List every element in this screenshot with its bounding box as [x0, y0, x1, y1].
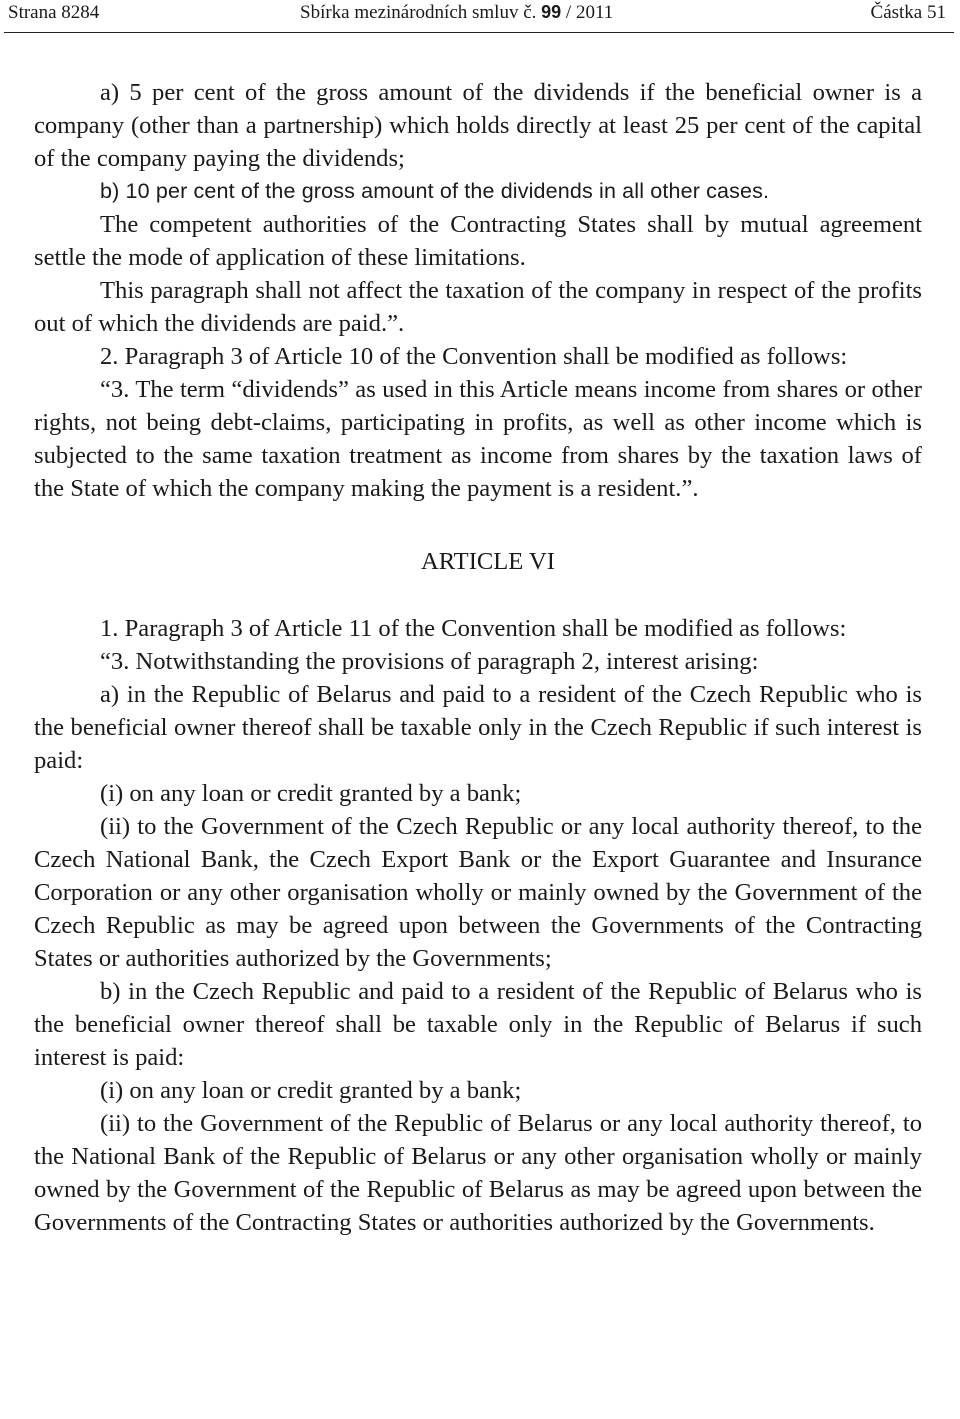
paragraph-interest-a-i: (i) on any loan or credit granted by a bank;	[100, 780, 522, 807]
article-heading: ARTICLE VI	[420, 548, 555, 575]
collection-number: 99	[541, 2, 562, 22]
paragraph-article11-modified: 1. Paragraph 3 of Article 11 of the Convention shall be modified as follows:	[100, 615, 847, 642]
paragraph-taxation-profits: This paragraph shall not affect the taxation of the company in respect of the profits out of which the dividends are paid.”.	[34, 277, 922, 337]
header-divider	[4, 32, 954, 33]
collection-title	[300, 2, 613, 24]
paragraph-interest-b-ii: (ii) to the Government of the Republic of Belarus or any local authority thereof, to the National Bank of the Republic of Belarus or any other organisation wholly or mainly owned by the Government of the Republic of Belarus as may be agreed upon between the Governments of the Contracting States or authorities authorized by the Governments.	[34, 1110, 922, 1236]
document-body	[34, 76, 922, 1239]
paragraph-interest-a-ii: (ii) to the Government of the Czech Republic or any local authority thereof, to the Czech National Bank, the Czech Export Bank or the Export Guarantee and Insurance Corporation or any other organisation wholly or mainly owned by the Government of the Czech Republic as may be agreed upon between the Governments of the Contracting States or authorities authorized by the Governments;	[34, 813, 922, 972]
paragraph-interest-arising: “3. Notwithstanding the provisions of paragraph 2, interest arising:	[100, 648, 759, 675]
paragraph-competent-authorities: The competent authorities of the Contracting States shall by mutual agreement settle the mode of application of these limitations.	[34, 211, 922, 271]
paragraph-article10-modified: 2. Paragraph 3 of Article 10 of the Convention shall be modified as follows:	[100, 343, 848, 370]
paragraph-interest-b: b) in the Czech Republic and paid to a resident of the Republic of Belarus who is the beneficial owner thereof shall be taxable only in the Republic of Belarus if such interest is paid:	[34, 978, 922, 1071]
issue-number: Částka 51	[870, 2, 946, 23]
paragraph-interest-b-i: (i) on any loan or credit granted by a bank;	[100, 1077, 522, 1104]
paragraph-dividends-a: a) 5 per cent of the gross amount of the dividends if the beneficial owner is a company (other than a partnership) which holds directly at least 25 per cent of the capital of the company paying the dividends;	[34, 79, 922, 172]
paragraph-dividends-definition: “3. The term “dividends” as used in this Article means income from shares or other rights, not being debt-claims, participating in profits, as well as other income which is subjected to the same taxation treatment as income from shares by the taxation laws of the State of which the company making the payment is a resident.”.	[34, 376, 922, 502]
collection-title-prefix: Sbírka mezinárodních smluv č.	[300, 2, 537, 23]
page-number: Strana 8284	[8, 2, 100, 23]
paragraph-interest-a: a) in the Republic of Belarus and paid to a resident of the Czech Republic who is the beneficial owner thereof shall be taxable only in the Czech Republic if such interest is paid:	[34, 681, 922, 774]
paragraph-dividends-b: b) 10 per cent of the gross amount of the dividends in all other cases.	[100, 179, 770, 203]
page-header	[0, 0, 960, 32]
collection-year: / 2011	[565, 2, 614, 23]
